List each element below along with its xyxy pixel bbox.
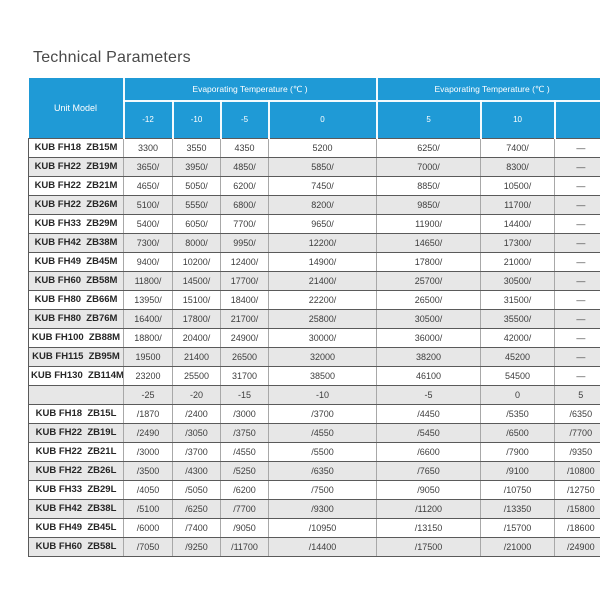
value-cell: /9050 <box>221 518 269 537</box>
value-cell: — <box>555 290 600 309</box>
value-cell: 5550/ <box>173 195 221 214</box>
value-cell: 3650/ <box>124 157 173 176</box>
value-cell: /15700 <box>481 518 555 537</box>
value-cell: 10200/ <box>173 252 221 271</box>
unit-model-cell: KUB FH115 ZB95M <box>29 347 124 366</box>
temp-col-header-cell: -20 <box>173 385 221 404</box>
value-cell: 7400/ <box>481 138 555 157</box>
value-cell: 17300/ <box>481 233 555 252</box>
lower-temp-header-row <box>29 385 600 404</box>
page-title: Technical Parameters <box>33 49 191 66</box>
value-cell: — <box>555 157 600 176</box>
value-cell: 11700/ <box>481 195 555 214</box>
value-cell: 25800/ <box>269 309 377 328</box>
unit-model-cell: KUB FH22 ZB26L <box>29 461 124 480</box>
table-row <box>29 195 600 214</box>
value-cell: /5500 <box>269 442 377 461</box>
value-cell: 18800/ <box>124 328 173 347</box>
value-cell: 17800/ <box>377 252 481 271</box>
value-cell: /3050 <box>173 423 221 442</box>
value-cell: /7700 <box>221 499 269 518</box>
value-cell: — <box>555 176 600 195</box>
value-cell: 7300/ <box>124 233 173 252</box>
value-cell: /13350 <box>481 499 555 518</box>
value-cell: 11800/ <box>124 271 173 290</box>
value-cell: — <box>555 328 600 347</box>
value-cell: 9400/ <box>124 252 173 271</box>
temp-col-header-cell: 5 <box>555 385 600 404</box>
value-cell: 19500 <box>124 347 173 366</box>
value-cell: 30000/ <box>269 328 377 347</box>
value-cell: 8850/ <box>377 176 481 195</box>
value-cell: 21000/ <box>481 252 555 271</box>
table-row <box>29 537 600 556</box>
temp-col-header-cell: 0 <box>481 385 555 404</box>
value-cell: /6000 <box>124 518 173 537</box>
unit-model-cell <box>29 385 124 404</box>
value-cell: /6500 <box>481 423 555 442</box>
value-cell: 6050/ <box>173 214 221 233</box>
value-cell: 5200 <box>269 138 377 157</box>
value-cell: 5100/ <box>124 195 173 214</box>
value-cell: 5850/ <box>269 157 377 176</box>
value-cell: 7000/ <box>377 157 481 176</box>
value-cell: /5250 <box>221 461 269 480</box>
table-row <box>29 499 600 518</box>
value-cell: /2400 <box>173 404 221 423</box>
unit-model-cell: KUB FH22 ZB19L <box>29 423 124 442</box>
value-cell: /7900 <box>481 442 555 461</box>
value-cell: 36000/ <box>377 328 481 347</box>
value-cell: /6350 <box>555 404 600 423</box>
value-cell: 25500 <box>173 366 221 385</box>
value-cell: 8000/ <box>173 233 221 252</box>
value-cell: 46100 <box>377 366 481 385</box>
value-cell: /14400 <box>269 537 377 556</box>
value-cell: 6200/ <box>221 176 269 195</box>
value-cell: 11900/ <box>377 214 481 233</box>
value-cell: 45200 <box>481 347 555 366</box>
value-cell: /3500 <box>124 461 173 480</box>
unit-model-header: Unit Model <box>29 78 124 138</box>
unit-model-cell: KUB FH60 ZB58L <box>29 537 124 556</box>
temp-col-header: 5 <box>377 101 481 138</box>
value-cell: 14400/ <box>481 214 555 233</box>
technical-parameters-table-wrapper <box>28 78 600 557</box>
value-cell: /10950 <box>269 518 377 537</box>
value-cell: /15800 <box>555 499 600 518</box>
value-cell: 8200/ <box>269 195 377 214</box>
table-row <box>29 328 600 347</box>
value-cell: /10800 <box>555 461 600 480</box>
value-cell: 26500/ <box>377 290 481 309</box>
value-cell: /12750 <box>555 480 600 499</box>
table-row <box>29 366 600 385</box>
table-row <box>29 252 600 271</box>
value-cell: — <box>555 214 600 233</box>
value-cell: 8300/ <box>481 157 555 176</box>
table-row <box>29 404 600 423</box>
unit-model-cell: KUB FH80 ZB76M <box>29 309 124 328</box>
value-cell: 26500 <box>221 347 269 366</box>
value-cell: 32000 <box>269 347 377 366</box>
value-cell: /11200 <box>377 499 481 518</box>
unit-model-cell: KUB FH18 ZB15L <box>29 404 124 423</box>
value-cell: 22200/ <box>269 290 377 309</box>
value-cell: /9350 <box>555 442 600 461</box>
value-cell: /11700 <box>221 537 269 556</box>
value-cell: 7700/ <box>221 214 269 233</box>
value-cell: /3700 <box>269 404 377 423</box>
value-cell: /7650 <box>377 461 481 480</box>
value-cell: 13950/ <box>124 290 173 309</box>
value-cell: /3000 <box>124 442 173 461</box>
value-cell: /18600 <box>555 518 600 537</box>
temp-col-header: 0 <box>269 101 377 138</box>
unit-model-cell: KUB FH42 ZB38M <box>29 233 124 252</box>
value-cell: 7450/ <box>269 176 377 195</box>
value-cell: 10500/ <box>481 176 555 195</box>
value-cell: — <box>555 366 600 385</box>
value-cell: 21400/ <box>269 271 377 290</box>
value-cell: /9100 <box>481 461 555 480</box>
table-row <box>29 233 600 252</box>
unit-model-cell: KUB FH100 ZB88M <box>29 328 124 347</box>
temp-col-header-cell: -10 <box>269 385 377 404</box>
value-cell: /5450 <box>377 423 481 442</box>
value-cell: /10750 <box>481 480 555 499</box>
value-cell: 35500/ <box>481 309 555 328</box>
table-row <box>29 157 600 176</box>
value-cell: 3950/ <box>173 157 221 176</box>
temp-col-header-cell: -15 <box>221 385 269 404</box>
value-cell: /17500 <box>377 537 481 556</box>
evaporating-temperature-header-right: Evaporating Temperature (℃ ) <box>377 78 600 101</box>
value-cell: 4850/ <box>221 157 269 176</box>
table-row <box>29 138 600 157</box>
value-cell: — <box>555 138 600 157</box>
unit-model-cell: KUB FH49 ZB45M <box>29 252 124 271</box>
unit-model-cell: KUB FH18 ZB15M <box>29 138 124 157</box>
value-cell: 54500 <box>481 366 555 385</box>
unit-model-cell: KUB FH80 ZB66M <box>29 290 124 309</box>
value-cell: 30500/ <box>377 309 481 328</box>
value-cell: /6350 <box>269 461 377 480</box>
value-cell: /4050 <box>124 480 173 499</box>
value-cell: /7050 <box>124 537 173 556</box>
unit-model-cell: KUB FH22 ZB21M <box>29 176 124 195</box>
temp-col-header-cell: -5 <box>377 385 481 404</box>
value-cell: 21400 <box>173 347 221 366</box>
table-row <box>29 442 600 461</box>
value-cell: 31500/ <box>481 290 555 309</box>
value-cell: 9650/ <box>269 214 377 233</box>
value-cell: 3300 <box>124 138 173 157</box>
value-cell: 17700/ <box>221 271 269 290</box>
table-row <box>29 214 600 233</box>
unit-model-cell: KUB FH33 ZB29L <box>29 480 124 499</box>
value-cell: 9850/ <box>377 195 481 214</box>
value-cell: 5400/ <box>124 214 173 233</box>
value-cell: 21700/ <box>221 309 269 328</box>
value-cell: /4300 <box>173 461 221 480</box>
table-row <box>29 271 600 290</box>
value-cell: /4450 <box>377 404 481 423</box>
unit-model-cell: KUB FH33 ZB29M <box>29 214 124 233</box>
value-cell: 14650/ <box>377 233 481 252</box>
table-row <box>29 480 600 499</box>
value-cell: 24900/ <box>221 328 269 347</box>
temp-col-header: -10 <box>173 101 221 138</box>
table-row <box>29 290 600 309</box>
value-cell: 25700/ <box>377 271 481 290</box>
value-cell: /9050 <box>377 480 481 499</box>
value-cell: 38200 <box>377 347 481 366</box>
value-cell: 12200/ <box>269 233 377 252</box>
value-cell: /3700 <box>173 442 221 461</box>
table-body <box>29 138 600 556</box>
value-cell: 12400/ <box>221 252 269 271</box>
table-row <box>29 518 600 537</box>
value-cell: 17800/ <box>173 309 221 328</box>
value-cell: 4350 <box>221 138 269 157</box>
value-cell: /7400 <box>173 518 221 537</box>
value-cell: /24900 <box>555 537 600 556</box>
temp-col-header-cell: -25 <box>124 385 173 404</box>
value-cell: /13150 <box>377 518 481 537</box>
value-cell: 6800/ <box>221 195 269 214</box>
value-cell: /3000 <box>221 404 269 423</box>
table-row <box>29 461 600 480</box>
temp-col-header: -5 <box>221 101 269 138</box>
unit-model-cell: KUB FH22 ZB21L <box>29 442 124 461</box>
value-cell: 14900/ <box>269 252 377 271</box>
unit-model-cell: KUB FH22 ZB19M <box>29 157 124 176</box>
value-cell: 20400/ <box>173 328 221 347</box>
value-cell: 38500 <box>269 366 377 385</box>
value-cell: 16400/ <box>124 309 173 328</box>
value-cell: 4650/ <box>124 176 173 195</box>
value-cell: /9300 <box>269 499 377 518</box>
value-cell: 30500/ <box>481 271 555 290</box>
value-cell: /4550 <box>221 442 269 461</box>
technical-parameters-table <box>28 78 600 557</box>
value-cell: 18400/ <box>221 290 269 309</box>
unit-model-cell: KUB FH22 ZB26M <box>29 195 124 214</box>
value-cell: — <box>555 195 600 214</box>
table-row <box>29 347 600 366</box>
table-row <box>29 309 600 328</box>
table-row <box>29 176 600 195</box>
value-cell: 42000/ <box>481 328 555 347</box>
value-cell: /6600 <box>377 442 481 461</box>
table-header <box>29 78 600 138</box>
value-cell: /5100 <box>124 499 173 518</box>
value-cell: 3550 <box>173 138 221 157</box>
unit-model-cell: KUB FH49 ZB45L <box>29 518 124 537</box>
value-cell: /5050 <box>173 480 221 499</box>
value-cell: 31700 <box>221 366 269 385</box>
value-cell: /7700 <box>555 423 600 442</box>
value-cell: /3750 <box>221 423 269 442</box>
evaporating-temperature-header-left: Evaporating Temperature (℃ ) <box>124 78 377 101</box>
value-cell: /5350 <box>481 404 555 423</box>
value-cell: /1870 <box>124 404 173 423</box>
value-cell: /9250 <box>173 537 221 556</box>
value-cell: /4550 <box>269 423 377 442</box>
value-cell: 15100/ <box>173 290 221 309</box>
value-cell: /6250 <box>173 499 221 518</box>
temp-col-header: 10 <box>481 101 555 138</box>
value-cell: 14500/ <box>173 271 221 290</box>
value-cell: 6250/ <box>377 138 481 157</box>
value-cell: — <box>555 347 600 366</box>
value-cell: 5050/ <box>173 176 221 195</box>
temp-col-header: -12 <box>124 101 173 138</box>
value-cell: 9950/ <box>221 233 269 252</box>
header-row-spans <box>29 78 600 101</box>
value-cell: 23200 <box>124 366 173 385</box>
value-cell: — <box>555 233 600 252</box>
value-cell: — <box>555 309 600 328</box>
temp-col-header <box>555 101 600 138</box>
unit-model-cell: KUB FH42 ZB38L <box>29 499 124 518</box>
unit-model-cell: KUB FH130 ZB114M <box>29 366 124 385</box>
value-cell: — <box>555 271 600 290</box>
unit-model-cell: KUB FH60 ZB58M <box>29 271 124 290</box>
value-cell: /7500 <box>269 480 377 499</box>
value-cell: /6200 <box>221 480 269 499</box>
value-cell: /21000 <box>481 537 555 556</box>
table-row <box>29 423 600 442</box>
value-cell: — <box>555 252 600 271</box>
value-cell: /2490 <box>124 423 173 442</box>
